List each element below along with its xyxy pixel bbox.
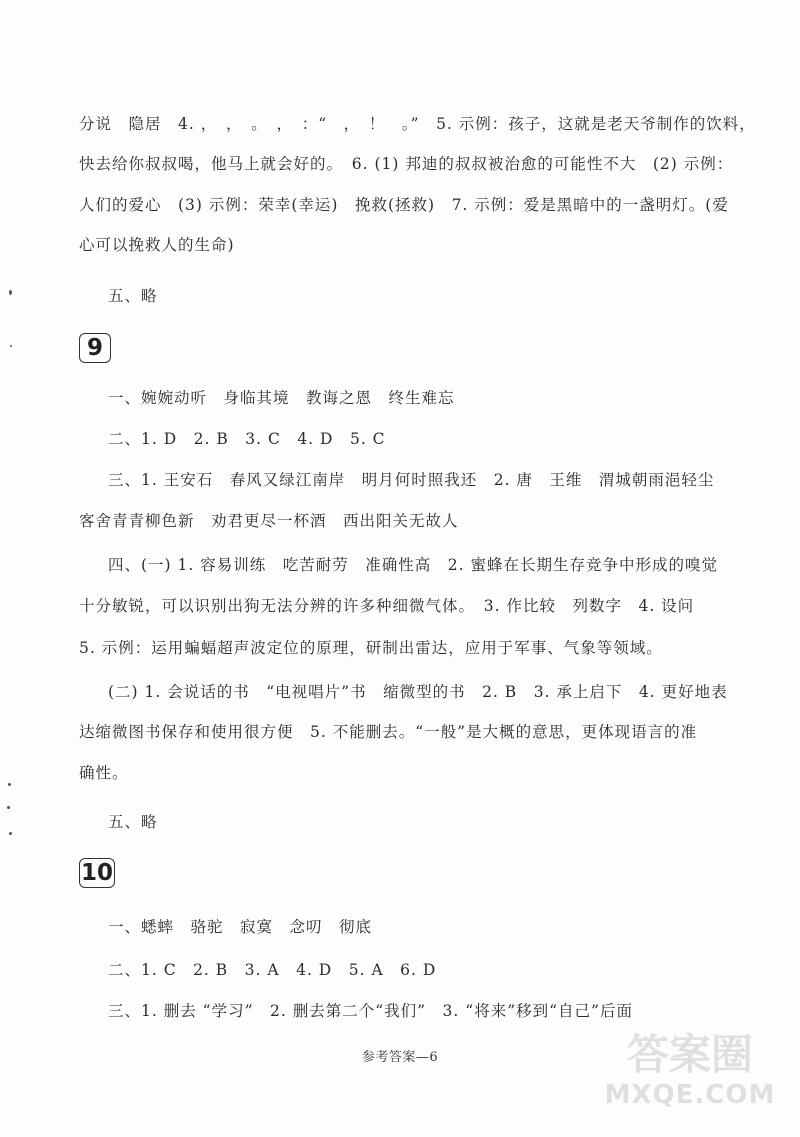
watermark-logo — [600, 1030, 780, 1125]
answer-line: 分说 隐居 4. ， ， 。 ， ：“ ， ！ 。” 5. 示例：孩子，这就是老天爷制作的饮料， — [79, 115, 756, 133]
answer-line: 达缩微图书保存和使用很方便 5. 不能删去。“一般”是大概的意思，更体现语言的准 — [79, 723, 698, 741]
answer-line: 三、1. 删去 “学习” 2. 删去第二个“我们” 3. “将来”移到“自己”后面 — [108, 1002, 633, 1020]
scan-speck — [10, 345, 12, 347]
answer-line: 十分敏锐，可以识别出狗无法分辨的许多种细微气体。 3. 作比较 列数字 4. 设问 — [79, 597, 695, 615]
answer-line: 五、略 — [108, 287, 158, 305]
watermark-url: MXQE.COM — [604, 1080, 776, 1110]
answer-line: 一、婉婉动听 身临其境 教诲之恩 终生难忘 — [108, 389, 455, 407]
section-number-10: 10 — [80, 860, 113, 886]
scan-speck — [9, 290, 12, 295]
answer-line: 二、1. C 2. B 3. A 4. D 5. A 6. D — [108, 961, 437, 979]
answer-line: 一、蟋蟀 骆驼 寂寞 念叨 彻底 — [108, 918, 373, 936]
answer-line: 三、1. 王安石 春风又绿江南岸 明月何时照我还 2. 唐 王维 渭城朝雨浥轻尘 — [108, 471, 715, 489]
answer-line: 二、1. D 2. B 3. C 4. D 5. C — [108, 430, 386, 448]
answer-line: 确性。 — [79, 764, 129, 782]
section-number-9: 9 — [79, 333, 111, 363]
answer-line: 四、(一) 1. 容易训练 吃苦耐劳 准确性高 2. 蜜蜂在长期生存竞争中形成的嗅觉 — [108, 556, 718, 574]
answer-line: 心可以挽救人的生命) — [79, 236, 235, 254]
answer-line: 快去给你叔叔喝，他马上就会好的。 6. (1) 邦迪的叔叔被治愈的可能性不大 (2) 示例： — [79, 155, 734, 173]
scan-speck — [8, 783, 11, 786]
watermark-logo-text: 答案圈 — [626, 1030, 753, 1079]
answer-line: 五、略 — [108, 813, 158, 831]
answer-line: 客舍青青柳色新 劝君更尽一杯酒 西出阳关无故人 — [79, 512, 459, 530]
page-footer: 参考答案—6 — [361, 1050, 439, 1065]
answer-line: (二) 1. 会说话的书 “电视唱片”书 缩微型的书 2. B 3. 承上启下 4. 更好地表 — [108, 683, 728, 701]
scan-speck — [7, 806, 10, 809]
answer-line: 5. 示例：运用蝙蝠超声波定位的原理，研制出雷达，应用于军事、气象等领域。 — [79, 639, 663, 657]
scan-speck — [9, 832, 12, 835]
answer-line: 人们的爱心 (3) 示例：荣幸(幸运) 挽救(拯救) 7. 示例：爱是黑暗中的一盏明灯。(爱 — [79, 196, 729, 214]
